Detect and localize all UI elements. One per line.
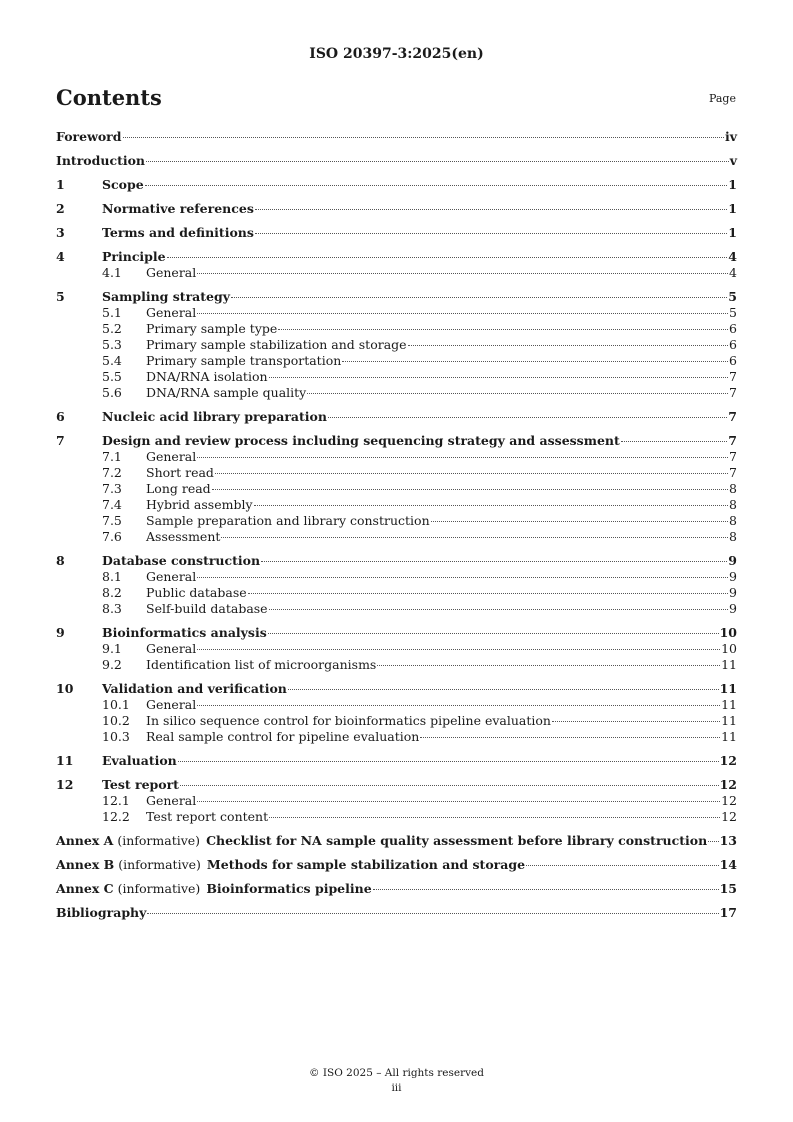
toc-entry[interactable] [56, 569, 737, 585]
toc-entry[interactable] [56, 752, 737, 769]
toc-dot-leader [167, 257, 728, 258]
toc-entry-title: General [146, 569, 197, 584]
toc-entry[interactable] [56, 321, 737, 337]
toc-entry-title: Hybrid assembly [146, 497, 253, 512]
toc-entry[interactable] [56, 657, 737, 673]
toc-entry-title: In silico sequence control for bioinformatics pipeline evaluation [146, 713, 551, 728]
toc-entry-page: 12 [721, 793, 737, 808]
toc-entry-page: 7 [729, 465, 737, 480]
toc-entry[interactable] [56, 641, 737, 657]
toc-entry[interactable] [56, 776, 737, 793]
toc-entry-page: v [729, 153, 737, 168]
toc-entry-number: 9.1 [102, 641, 122, 656]
toc-entry-number: 12 [56, 777, 74, 792]
toc-dot-leader [197, 273, 728, 274]
toc-entry-number: 8 [56, 553, 65, 568]
toc-entry-title: DNA/RNA sample quality [146, 385, 307, 400]
toc-dot-leader [420, 737, 720, 738]
toc-dot-leader [180, 785, 719, 786]
toc-dot-leader [197, 801, 720, 802]
toc-entry-number: 11 [56, 753, 74, 768]
toc-entry-title: Sample preparation and library construction [146, 513, 430, 528]
table-of-contents [56, 128, 737, 921]
toc-entry-number: 10.3 [102, 729, 130, 744]
toc-entry[interactable] [56, 337, 737, 353]
toc-entry-page: 17 [719, 905, 737, 920]
toc-dot-leader [269, 377, 729, 378]
toc-entry-number: 5.4 [102, 353, 122, 368]
toc-entry[interactable] [56, 880, 737, 897]
toc-entry[interactable] [56, 624, 737, 641]
toc-entry-number: 7.2 [102, 465, 122, 480]
toc-dot-leader [197, 705, 720, 706]
toc-entry-page: 9 [729, 601, 737, 616]
toc-entry-page: 10 [721, 641, 737, 656]
toc-entry-number: 12.2 [102, 809, 130, 824]
toc-entry-title: General [146, 793, 197, 808]
toc-entry-number: 8.3 [102, 601, 122, 616]
toc-entry-number: 5.3 [102, 337, 122, 352]
toc-entry-page: 12 [719, 753, 737, 768]
toc-entry-page: 5 [729, 305, 737, 320]
copyright-notice: © ISO 2025 – All rights reserved [309, 1067, 484, 1079]
toc-dot-leader [221, 537, 728, 538]
toc-entry-number: 5.6 [102, 385, 122, 400]
toc-entry-page: 7 [729, 449, 737, 464]
toc-dot-leader [197, 577, 728, 578]
toc-entry-number: 9 [56, 625, 65, 640]
toc-entry[interactable] [56, 552, 737, 569]
toc-dot-leader [248, 593, 728, 594]
toc-dot-leader [552, 721, 720, 722]
toc-entry-number: 8.1 [102, 569, 122, 584]
toc-entry-title: DNA/RNA isolation [146, 369, 268, 384]
toc-entry-page: 14 [719, 857, 737, 872]
toc-entry-title: Validation and verification [102, 681, 287, 696]
toc-entry-number: 12.1 [102, 793, 130, 808]
toc-entry-page: 8 [729, 497, 737, 512]
contents-heading: Contents [56, 85, 162, 110]
toc-entry[interactable] [56, 497, 737, 513]
toc-dot-leader [269, 817, 720, 818]
toc-entry-number: 7.6 [102, 529, 122, 544]
toc-entry-number: 7.1 [102, 449, 122, 464]
toc-entry-page: 9 [728, 553, 737, 568]
toc-entry-title: Public database [146, 585, 247, 600]
toc-entry-number: 8.2 [102, 585, 122, 600]
toc-dot-leader [146, 161, 729, 162]
toc-entry[interactable] [56, 432, 737, 449]
toc-entry-page: 11 [721, 713, 737, 728]
toc-entry[interactable] [56, 200, 737, 217]
toc-entry[interactable] [56, 697, 737, 713]
page-footer [0, 1066, 793, 1096]
toc-entry[interactable] [56, 809, 737, 825]
toc-entry-title: Primary sample transportation [146, 353, 342, 368]
toc-entry[interactable] [56, 128, 737, 145]
toc-dot-leader [288, 689, 719, 690]
toc-dot-leader [431, 521, 728, 522]
toc-entry[interactable] [56, 585, 737, 601]
toc-entry-title: Self-build database [146, 601, 268, 616]
toc-dot-leader [215, 473, 728, 474]
toc-annex-label: Annex B [56, 857, 115, 872]
toc-entry-page: 7 [729, 385, 737, 400]
toc-entry-page: 11 [719, 681, 737, 696]
toc-entry[interactable] [56, 680, 737, 697]
toc-entry-page: 6 [729, 353, 737, 368]
toc-entry-page: 10 [719, 625, 737, 640]
toc-entry[interactable] [56, 224, 737, 241]
toc-dot-leader [197, 313, 728, 314]
toc-entry-title: Short read [146, 465, 214, 480]
toc-entry-page: 1 [728, 201, 737, 216]
toc-entry-number: 4 [56, 249, 65, 264]
toc-entry-number: 10.1 [102, 697, 130, 712]
toc-entry-page: 8 [729, 481, 737, 496]
toc-entry-title: Bioinformatics analysis [102, 625, 267, 640]
toc-entry-title: Real sample control for pipeline evaluation [146, 729, 420, 744]
toc-entry-page: 12 [719, 777, 737, 792]
toc-annex-type: (informative) [117, 833, 201, 848]
toc-entry[interactable] [56, 904, 737, 921]
toc-entry-number: 7.5 [102, 513, 122, 528]
toc-entry-page: 9 [729, 585, 737, 600]
toc-entry-number: 7.4 [102, 497, 122, 512]
toc-entry-page: 7 [728, 409, 737, 424]
toc-entry[interactable] [56, 832, 737, 849]
toc-annex-type: (informative) [117, 881, 201, 896]
toc-entry-title: Identification list of microorganisms [146, 657, 377, 672]
toc-entry-page: 1 [728, 225, 737, 240]
toc-entry-title: General [146, 697, 197, 712]
toc-entry-title: General [146, 641, 197, 656]
toc-entry[interactable] [56, 465, 737, 481]
toc-entry-number: 3 [56, 225, 65, 240]
toc-entry[interactable] [56, 513, 737, 529]
toc-entry-title: Terms and definitions [102, 225, 254, 240]
toc-entry-title: Primary sample stabilization and storage [146, 337, 407, 352]
toc-entry[interactable] [56, 176, 737, 193]
toc-dot-leader [268, 633, 719, 634]
toc-entry[interactable] [56, 408, 737, 425]
toc-entry-number: 10 [56, 681, 74, 696]
toc-annex-label: Annex C [56, 881, 114, 896]
toc-entry-page: iv [724, 129, 737, 144]
toc-entry-page: 15 [719, 881, 737, 896]
toc-dot-leader [708, 841, 718, 842]
toc-entry[interactable] [56, 265, 737, 281]
toc-entry-title: Evaluation [102, 753, 177, 768]
toc-dot-leader [373, 889, 719, 890]
toc-entry-number: 5.1 [102, 305, 122, 320]
toc-dot-leader [255, 233, 727, 234]
toc-dot-leader [197, 649, 720, 650]
toc-entry-number: 9.2 [102, 657, 122, 672]
toc-entry-title: Methods for sample stabilization and storage [206, 857, 526, 872]
toc-dot-leader [197, 457, 728, 458]
toc-entry-title: Test report [102, 777, 179, 792]
toc-entry-page: 5 [728, 289, 737, 304]
toc-entry-page: 4 [728, 249, 737, 264]
page-column-label: Page [708, 92, 736, 105]
toc-dot-leader [254, 505, 729, 506]
toc-dot-leader [145, 185, 728, 186]
toc-entry-title: Normative references [102, 201, 254, 216]
toc-entry[interactable] [56, 353, 737, 369]
toc-entry[interactable] [56, 529, 737, 545]
toc-entry-number: 4.1 [102, 265, 122, 280]
toc-entry-title: Checklist for NA sample quality assessment before library construction [206, 833, 708, 848]
toc-entry-number: 7.3 [102, 481, 122, 496]
toc-dot-leader [231, 297, 727, 298]
toc-entry-number: 6 [56, 409, 65, 424]
toc-entry-page: 13 [719, 833, 737, 848]
toc-dot-leader [278, 329, 728, 330]
toc-dot-leader [212, 489, 728, 490]
toc-entry-title: Primary sample type [146, 321, 278, 336]
toc-entry-title: Bioinformatics pipeline [206, 881, 372, 896]
toc-dot-leader [178, 761, 719, 762]
toc-entry-page: 12 [721, 809, 737, 824]
toc-entry[interactable] [56, 385, 737, 401]
toc-entry[interactable] [56, 856, 737, 873]
toc-entry-page: 9 [729, 569, 737, 584]
toc-entry-number: 5.2 [102, 321, 122, 336]
toc-entry-number: 5.5 [102, 369, 122, 384]
toc-entry-title: General [146, 265, 197, 280]
toc-dot-leader [307, 393, 728, 394]
toc-entry-page: 7 [728, 433, 737, 448]
toc-entry-title: General [146, 305, 197, 320]
toc-entry-page: 4 [729, 265, 737, 280]
toc-entry[interactable] [56, 601, 737, 617]
toc-entry-page: 1 [728, 177, 737, 192]
toc-dot-leader [408, 345, 728, 346]
toc-entry-number: 2 [56, 201, 65, 216]
toc-dot-leader [526, 865, 719, 866]
toc-entry-title: Scope [102, 177, 144, 192]
toc-entry-title: Foreword [56, 129, 122, 144]
toc-dot-leader [342, 361, 728, 362]
toc-dot-leader [255, 209, 727, 210]
toc-entry-page: 6 [729, 337, 737, 352]
toc-entry-title: Long read [146, 481, 211, 496]
document-id-header: ISO 20397-3:2025(en) [309, 46, 484, 62]
toc-entry-title: Design and review process including sequencing strategy and assessment [102, 433, 620, 448]
toc-entry[interactable] [56, 152, 737, 169]
toc-entry-page: 8 [729, 513, 737, 528]
toc-entry-page: 6 [729, 321, 737, 336]
toc-entry-number: 7 [56, 433, 65, 448]
toc-dot-leader [147, 913, 718, 914]
toc-annex-label: Annex A [56, 833, 114, 848]
toc-entry-number: 10.2 [102, 713, 130, 728]
toc-entry[interactable] [56, 729, 737, 745]
toc-entry-number: 5 [56, 289, 65, 304]
toc-entry[interactable] [56, 248, 737, 265]
toc-entry[interactable] [56, 713, 737, 729]
toc-entry[interactable] [56, 449, 737, 465]
toc-dot-leader [377, 665, 720, 666]
toc-entry-title: Introduction [56, 153, 146, 168]
toc-annex-type: (informative) [118, 857, 201, 872]
toc-entry-title: Principle [102, 249, 166, 264]
toc-entry-title: General [146, 449, 197, 464]
toc-entry-title: Database construction [102, 553, 261, 568]
toc-entry[interactable] [56, 793, 737, 809]
toc-dot-leader [621, 441, 728, 442]
toc-entry-page: 11 [721, 657, 737, 672]
toc-entry-title: Assessment [146, 529, 221, 544]
toc-dot-leader [328, 417, 727, 418]
toc-entry[interactable] [56, 369, 737, 385]
toc-entry[interactable] [56, 305, 737, 321]
toc-entry-page: 11 [721, 729, 737, 744]
toc-entry-number: 1 [56, 177, 65, 192]
toc-entry-page: 7 [729, 369, 737, 384]
toc-dot-leader [123, 137, 724, 138]
toc-dot-leader [261, 561, 727, 562]
toc-entry-title: Nucleic acid library preparation [102, 409, 327, 424]
toc-entry-page: 11 [721, 697, 737, 712]
page-number: iii [391, 1082, 402, 1094]
toc-dot-leader [269, 609, 728, 610]
toc-entry-title: Bibliography [56, 905, 147, 920]
toc-entry-title: Test report content [146, 809, 269, 824]
toc-entry-title: Sampling strategy [102, 289, 230, 304]
toc-entry-page: 8 [729, 529, 737, 544]
toc-entry[interactable] [56, 288, 737, 305]
toc-entry[interactable] [56, 481, 737, 497]
